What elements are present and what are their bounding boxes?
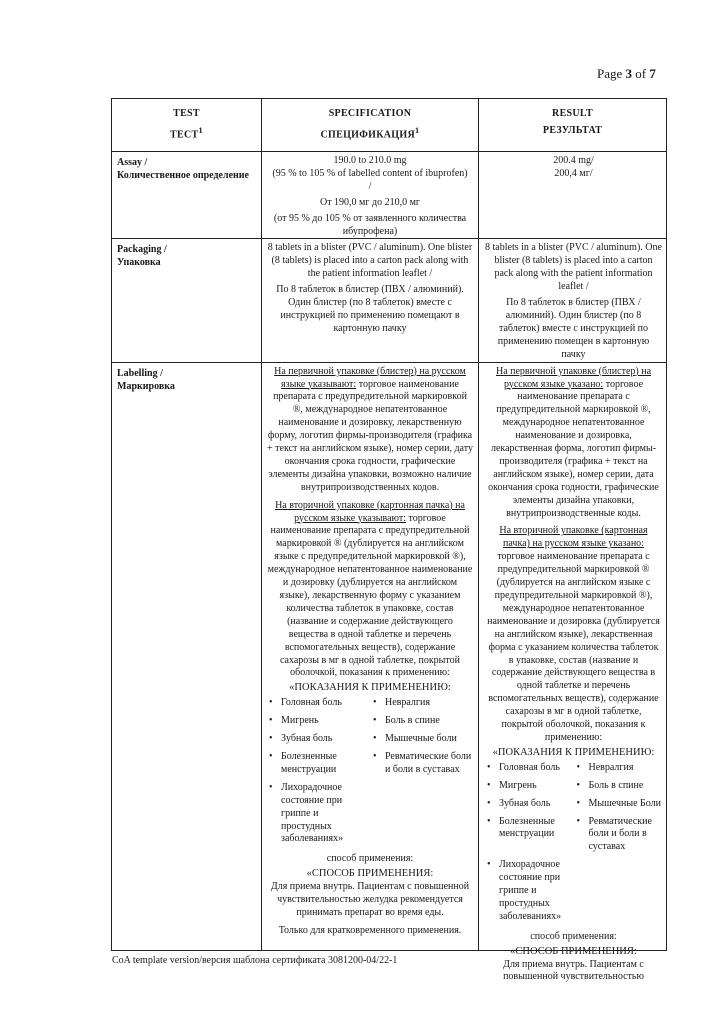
list-item: • Мигрень	[267, 715, 369, 728]
list-item: • Головная боль	[485, 762, 573, 775]
list-item: • Мышечные Боли	[575, 798, 663, 811]
header-test: TEST ТЕСТ$^1$	[112, 99, 262, 152]
table-row	[112, 239, 667, 362]
list-item: • Болезненные менструации	[267, 751, 369, 777]
result-cell: 200.4 mg/ 200,4 мг/	[479, 152, 667, 239]
list-item: • Мигрень	[485, 780, 573, 793]
table-row	[112, 152, 667, 239]
list-item: • Боль в спине	[575, 780, 663, 793]
footer-template-version: CoA template version/версия шаблона сертификата 3081200-04/22-1	[112, 955, 398, 966]
list-item: • Ревматические боли и боли в суставах	[371, 751, 473, 777]
test-label: Labelling / Маркировка	[112, 362, 262, 950]
indications-list	[267, 697, 473, 851]
list-item: • Невралгия	[371, 697, 473, 710]
list-item: • Лихорадочное состояние при гриппе и простудных заболеваниях»	[267, 782, 369, 847]
table-header-row	[112, 99, 667, 152]
list-item: • Лихорадочное состояние при гриппе и простудных заболеваниях»	[485, 859, 573, 924]
result-cell: 8 tablets in a blister (PVC / aluminum). One blister (8 tablets) is placed into a carton pack along with the patient information leaflet / По 8 таблеток в блистер (ПВХ / алюминий). Один блистер (по 8 таблеток) вместе с инструкцией по применению помещен в картонную пачку	[479, 239, 667, 362]
header-result: RESULT РЕЗУЛЬТАТ	[479, 99, 667, 152]
indications-list	[485, 762, 662, 929]
header-specification: SPECIFICATION СПЕЦИФИКАЦИЯ$^1$	[262, 99, 479, 152]
list-item: • Боль в спине	[371, 715, 473, 728]
list-item: • Болезненные менструации	[485, 816, 573, 855]
list-item: • Зубная боль	[485, 798, 573, 811]
specification-cell: 8 tablets in a blister (PVC / aluminum). One blister (8 tablets) is placed into a carton pack along with the patient information leaflet / По 8 таблеток в блистер (ПВХ / алюминий). Один блистер (по 8 таблеток) вместе с инструкцией по применению помещают в картонную пачку	[262, 239, 479, 362]
specification-cell: На первичной упаковке (блистер) на русском языке указывают: торговое наименование препарата с предупредительной маркировкой ®, международное непатентованное наименование и дозировку, лекарственную форму, логотип фирмы-производителя (графика + текст на английском языке), номер серии, дату окончания срока годности, графические элементы дизайна упаковки, возможно наличие внутрипроизводственных кодов. На вторичной упаковке (картонная пачка) на русском языке указывают: торговое наименование препарата с предупредительной маркировкой ® (дублируется на английском языке с предупредительной маркировкой ®), международное непатентованное наименование и дозировку (дублируется на английском языке), лекарственную форму с указанием количества таблеток в упаковке, состав (название и содержание действующего вещества в одной таблетке и перечень вспомогательных веществ), содержание сахарозы в мг в одной таблетке, покрытой оболочкой, показания к применению: «ПОКАЗАНИЯ К ПРИМЕНЕНИЮ: • Головная боль • Невралгия • Мигрень • Боль в спине • Зубная боль • Мышечные боли • Болезненные менструации • Ревматические боли и боли в суставах • Лихорадочное состояние при гриппе и простудных заболеваниях» способ применения: «СПОСОБ ПРИМЕНЕНИЯ: Для приема внутрь. Пациентам с повышенной чувствительностью желудка рекомендуется принимать препарат во время еды. Только для кратковременного применения.	[262, 362, 479, 950]
specification-cell: 190.0 to 210.0 mg (95 % to 105 % of labelled content of ibuprofen) / От 190,0 мг до 210,0 мг (от 95 % до 105 % от заявленного количества ибупрофена)	[262, 152, 479, 239]
list-item: • Ревматические боли и боли в суставах	[575, 816, 663, 855]
page-number: Page 3 of 7	[597, 66, 656, 81]
result-cell: На первичной упаковке (блистер) на русском языке указано: торговое наименование препарата с предупредительной маркировкой ®, международное непатентованное наименование и дозировка, лекарственная форма, логотип фирмы-производителя (графика + текст на английском языке), номер серии, дата окончания срока годности, графические элементы дизайна упаковки, внутрипроизводственные коды. На вторичной упаковке (картонная пачка) на русском языке указано: торговое наименование препарата с предупредительной маркировкой ® (дублируется на английском языке с предупредительной маркировкой ®), международное непатентованное наименование и дозировка (дублируется на английском языке), лекарственная форма с указанием количества таблеток в упаковке, состав (название и содержание действующего вещества в одной таблетке и перечень вспомогательных веществ), содержание сахарозы в мг в одной таблетке, покрытой оболочкой, показания к применению: «ПОКАЗАНИЯ К ПРИМЕНЕНИЮ: • Головная боль • Невралгия • Мигрень • Боль в спине • Зубная боль • Мышечные Боли • Болезненные менструации • Ревматические боли и боли в суставах • Лихорадочное состояние при гриппе и простудных заболеваниях» способ применения: «СПОСОБ ПРИМЕНЕНИЯ: Для приема внутрь. Пациентам с повышенной чувствительностью	[479, 362, 667, 950]
table-row	[112, 362, 667, 950]
list-item: • Зубная боль	[267, 733, 369, 746]
test-label: Assay / Количественное определение	[112, 152, 262, 239]
list-item: • Невралгия	[575, 762, 663, 775]
list-item: • Головная боль	[267, 697, 369, 710]
list-item: • Мышечные боли	[371, 733, 473, 746]
test-label: Packaging / Упаковка	[112, 239, 262, 362]
